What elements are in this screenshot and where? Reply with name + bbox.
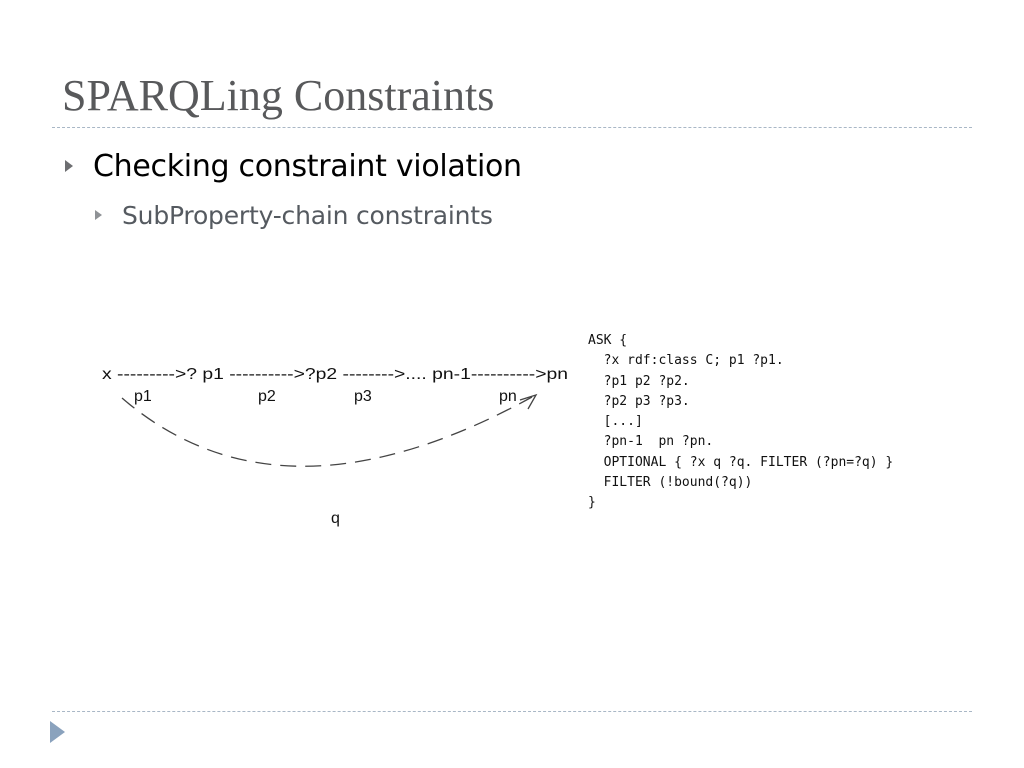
edge-label-p1: p1: [134, 388, 152, 405]
code-line: ?x rdf:class C; p1 ?p1.: [588, 353, 784, 369]
sub-bullet-arrow-icon: [95, 210, 102, 220]
sub-bullet-text: SubProperty-chain constraints: [122, 200, 493, 230]
slide-title: SPARQLing Constraints: [62, 71, 495, 120]
footer-divider: [52, 711, 972, 712]
bullet-text: Checking constraint violation: [93, 148, 522, 184]
edge-label-pn: pn: [499, 388, 517, 405]
code-line: OPTIONAL { ?x q ?q. FILTER (?pn=?q) }: [588, 454, 894, 470]
bullet-arrow-icon: [65, 160, 73, 172]
edge-label-p2: p2: [258, 388, 276, 405]
code-line: ?p2 p3 ?p3.: [588, 393, 690, 409]
code-line: ?p1 p2 ?p2.: [588, 373, 690, 389]
title-divider: [52, 127, 972, 128]
diagram-canvas: [96, 350, 576, 540]
edge-label-p3: p3: [354, 388, 372, 405]
code-line: ASK {: [588, 333, 628, 348]
code-line: FILTER (!bound(?q)): [588, 475, 753, 491]
sparql-ask-query: [588, 331, 893, 514]
chain-text: x --------->? p1 ---------->?p2 -------->.... pn-1---------->pn: [102, 366, 568, 383]
play-triangle-icon[interactable]: [50, 721, 65, 743]
code-line: [...]: [588, 414, 643, 430]
bullet-level-2: [95, 198, 493, 232]
code-line: }: [588, 495, 596, 511]
dashed-q-arc: [122, 397, 532, 466]
q-label: q: [331, 510, 340, 527]
code-line: ?pn-1 pn ?pn.: [588, 434, 714, 450]
bullet-level-1: [65, 146, 522, 186]
property-chain-diagram: [96, 350, 576, 540]
